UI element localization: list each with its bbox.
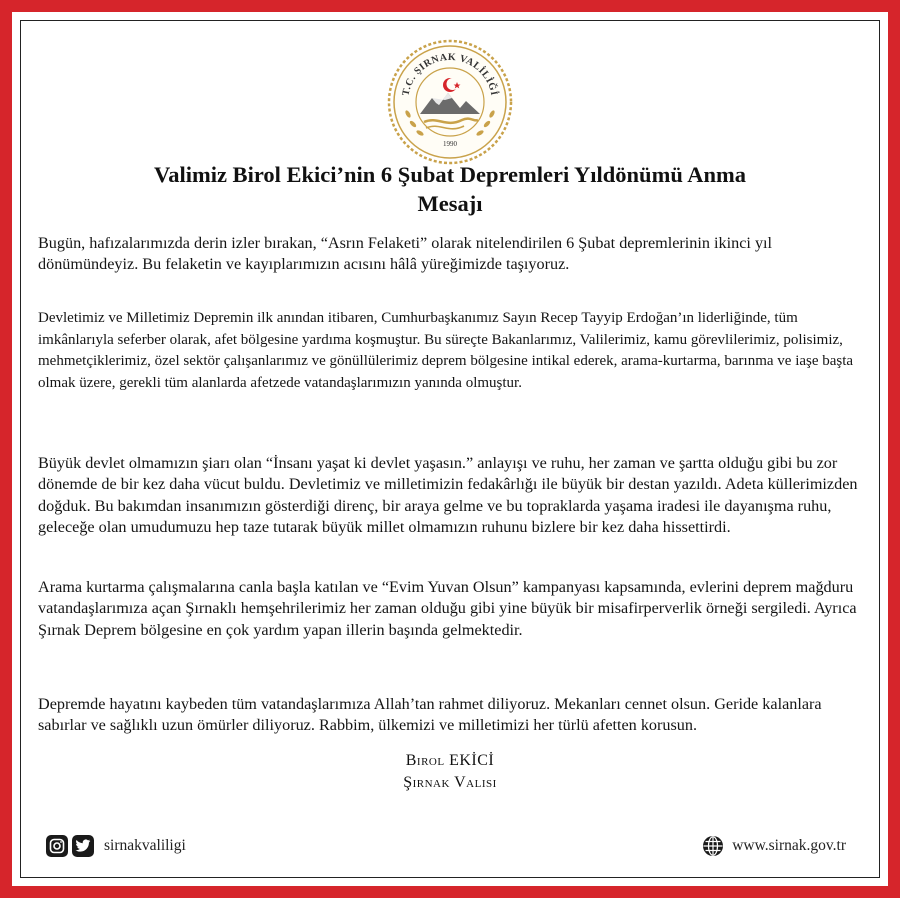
signature-name: Birol EKİCİ [405, 752, 495, 769]
page-title [40, 160, 860, 218]
paragraph-1: Bugün, hafızalarımızda derin izler bırakan, “Asrın Felaketi” olarak nitelendirilen 6 Şubat depremlerinin ikinci yıl dönümündeyiz. Bu felaketin ve kayıplarımızın acısını hâlâ yüreğimizde taşıyoruz. [38, 234, 773, 274]
paragraph-4: Arama kurtarma çalışmalarına canla başla katılan ve “Evim Yuvan Olsun” kampanyası kapsamında, evlerini deprem mağduru vatandaşlarımıza açan Şırnaklı hemşehrilerimiz her zaman olduğu gibi yine büyük bir misafirperverlik örneği sergiledi. Ayrıca Şırnak Deprem bölgesine en çok yardım yapan illerin başında gelmektedir. [38, 578, 857, 639]
signature-position: Şırnak Valisi [403, 774, 497, 791]
social-handle[interactable]: sirnakvaliligi [104, 837, 186, 854]
website-footer [702, 834, 846, 858]
title-line-1: Valimiz Birol Ekici’nin 6 Şubat Depremleri Yıldönümü Anma [154, 162, 746, 187]
website-url[interactable]: www.sirnak.gov.tr [732, 837, 846, 854]
globe-icon [702, 835, 724, 857]
governorship-seal-emblem [386, 38, 514, 166]
twitter-icon[interactable] [72, 835, 94, 857]
paragraph-3: Büyük devlet olmamızın şiarı olan “İnsanı yaşat ki devlet yaşasın.” anlayışı ve ruhu, her zaman ve şartta olduğu gibi bu zor dönemde de bir kez daha vücut buldu. Devletimiz ve milletimizin fedakârlığı ile büyük bir destan yazıldı. Adeta küllerimizden doğduk. Bu bakımdan insanımızın gösterdiği direnç, bir araya gelme ve bu topraklarda yaşama iradesi ile dayanışma ruhu, geleceğe olan umudumuzu hep taze tutarak büyük millet olmamızın ruhunu bizlere bir kez daha hissettirdi. [38, 454, 858, 537]
seal-ring-text: T.C. ŞIRNAK VALİLİĞİ [400, 51, 500, 97]
title-line-2: Mesajı [417, 191, 483, 216]
paragraph-5: Depremde hayatını kaybeden tüm vatandaşlarımıza Allah’tan rahmet diliyoruz. Mekanları cennet olsun. Geride kalanlara sabırlar ve sağlıklı uzun ömürler diliyoruz. Rabbim, ülkemizi ve milletimizi her türlü afetten korusun. [38, 695, 822, 735]
seal-year: 1990 [443, 140, 457, 148]
paragraph-2: Devletimiz ve Milletimiz Depremin ilk anından itibaren, Cumhurbaşkanımız Sayın Recep Tayyip Erdoğan’ın liderliğinde, tüm imkânlarıyla seferber olarak, afet bölgesine yardıma koşmuştur. Bu süreçte Bakanlarımız, Valilerimiz, kamu görevlilerimiz, polisimiz, mehmetçiklerimiz, özel sektör çalışanlarımız ve gönüllülerimiz deprem bölgesine intikal ederek, arama-kurtarma, barınma ve iaşe başta olmak üzere, gerekli tüm alanlarda afetzede vatandaşlarımızın yanında olmuştur. [38, 310, 854, 391]
social-footer [46, 834, 186, 858]
instagram-icon[interactable] [46, 835, 68, 857]
